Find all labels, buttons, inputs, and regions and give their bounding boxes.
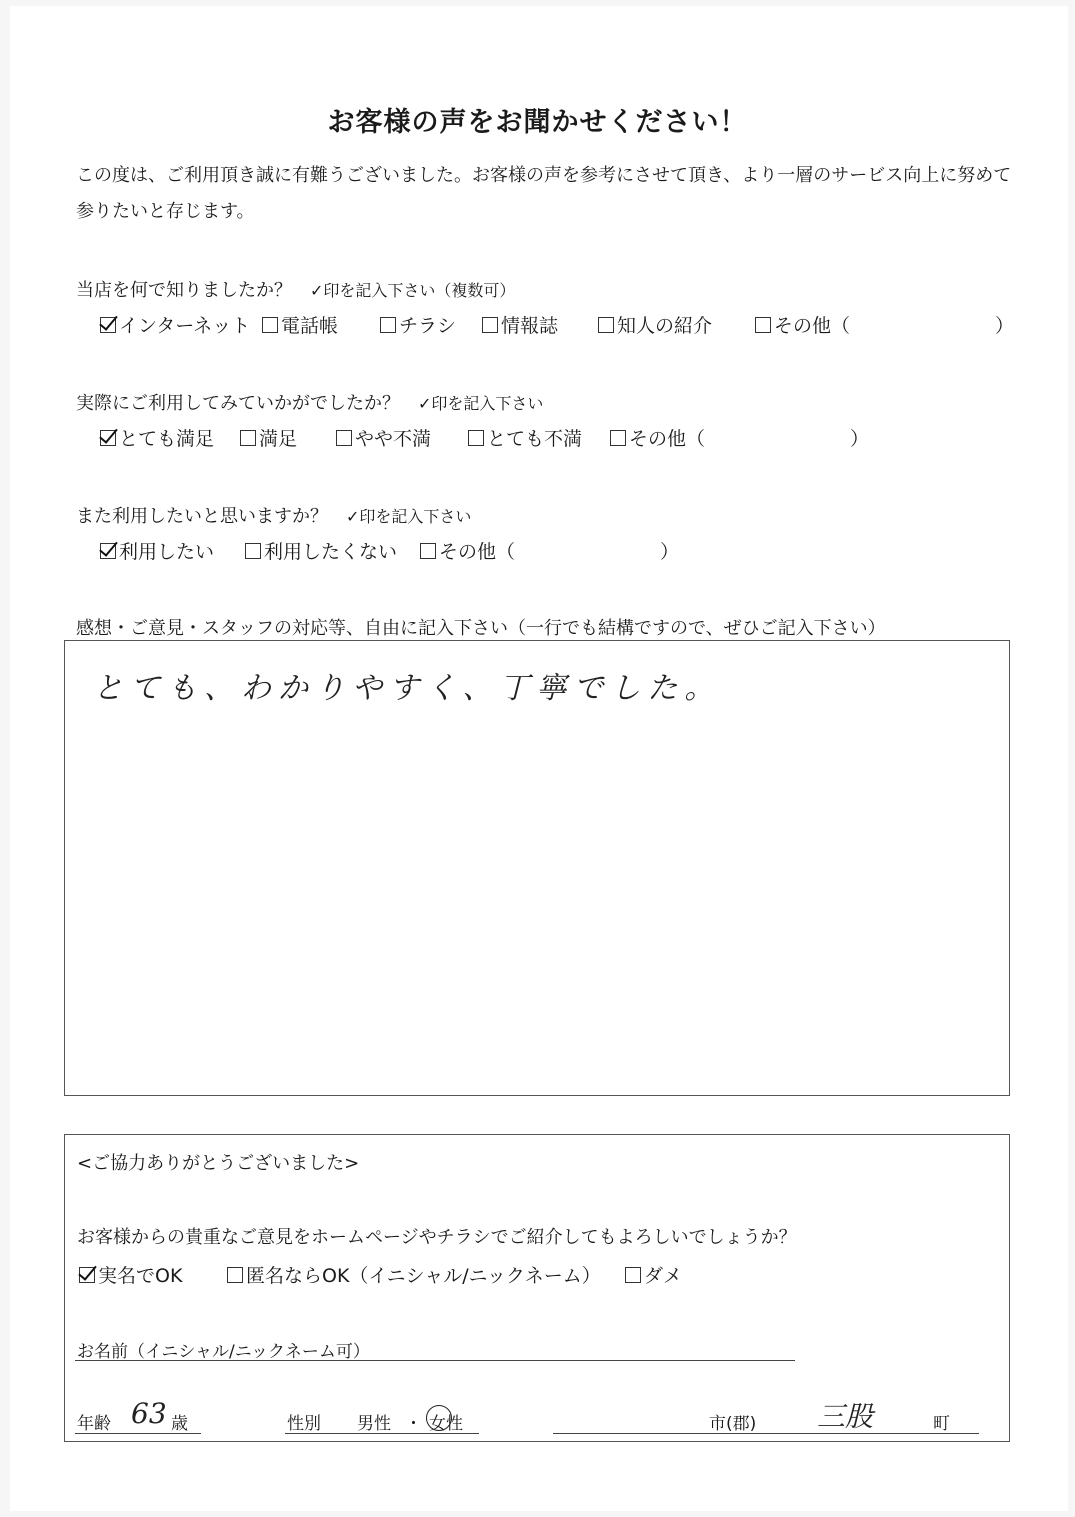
comments-field[interactable]: [64, 640, 1010, 1096]
close-paren: ）: [995, 315, 1015, 337]
comments-label: 感想・ご意見・スタッフの対応等、自由に記入下さい（一行でも結構ですので、ぜひご記入下さい）: [76, 618, 886, 639]
checkbox-checked-icon[interactable]: [79, 1267, 95, 1283]
checkbox-icon[interactable]: [482, 317, 498, 333]
gender-label: 性別: [287, 1414, 321, 1434]
checkbox-icon[interactable]: [336, 430, 352, 446]
checkbox-icon[interactable]: [598, 317, 614, 333]
option-will-not-use[interactable]: 利用したくない: [245, 537, 397, 564]
checkbox-icon[interactable]: [240, 430, 256, 446]
option-internet[interactable]: インターネット: [100, 311, 250, 338]
age-value: 63: [131, 1397, 167, 1430]
gender-female[interactable]: [429, 1409, 463, 1434]
age-line[interactable]: [75, 1433, 201, 1434]
comments-handwritten-text: とても、わかりやすく、丁寧でした。: [93, 671, 722, 706]
gender-separator: ・: [405, 1414, 422, 1434]
thanks-text: <ご協力ありがとうございました>: [77, 1153, 360, 1174]
close-paren: ）: [850, 428, 870, 450]
option-other[interactable]: その他（: [755, 311, 850, 338]
checkbox-icon[interactable]: [625, 1267, 641, 1283]
checkbox-icon[interactable]: [610, 430, 626, 446]
question-note: ✓印を記入下さい（複数可）: [310, 281, 516, 300]
gender-male[interactable]: 男性: [357, 1414, 391, 1434]
name-label: お名前（イニシャル/ニックネーム可）: [77, 1342, 370, 1362]
question-note: ✓印を記入下さい: [346, 507, 472, 526]
option-other[interactable]: その他（: [610, 424, 705, 451]
address-line[interactable]: [553, 1433, 979, 1434]
close-paren: ）: [660, 541, 680, 563]
option-referral[interactable]: 知人の紹介: [598, 311, 712, 338]
option-satisfied[interactable]: 満足: [240, 424, 297, 451]
question-label: 当店を何で知りましたか？: [76, 280, 292, 301]
intro-text: この度は、ご利用頂き誠に有難うございました。お客様の声を参考にさせて頂き、より一層のサービス向上に努めて参りたいと存じます。: [76, 165, 1012, 222]
consent-question: お客様からの貴重なご意見をホームページやチラシでご紹介してもよろしいでしょうか？: [77, 1227, 797, 1248]
option-will-use[interactable]: 利用したい: [100, 537, 214, 564]
checkbox-icon[interactable]: [262, 317, 278, 333]
gender-line: [285, 1433, 479, 1434]
checkbox-checked-icon[interactable]: [100, 430, 116, 446]
city-label: 市(郡): [709, 1414, 757, 1434]
consent-option-no[interactable]: ダメ: [625, 1261, 682, 1288]
consent-option-real-name[interactable]: 実名でOK: [79, 1261, 182, 1288]
question-note: ✓印を記入下さい: [418, 394, 544, 413]
checkbox-icon[interactable]: [380, 317, 396, 333]
checkbox-icon[interactable]: [245, 543, 261, 559]
option-magazine[interactable]: 情報誌: [482, 311, 558, 338]
checkbox-icon[interactable]: [227, 1267, 243, 1283]
option-somewhat-dissatisfied[interactable]: やや不満: [336, 424, 431, 451]
checkbox-checked-icon[interactable]: [100, 543, 116, 559]
question-label: 実際にご利用してみていかがでしたか？: [76, 393, 400, 414]
checkbox-icon[interactable]: [420, 543, 436, 559]
consent-option-anonymous[interactable]: 匿名ならOK（イニシャル/ニックネーム）: [227, 1261, 601, 1288]
checkbox-icon[interactable]: [755, 317, 771, 333]
option-flyer[interactable]: チラシ: [380, 311, 456, 338]
question-how-found: [76, 276, 515, 302]
consent-section: [64, 1134, 1010, 1442]
checkbox-icon[interactable]: [468, 430, 484, 446]
checkbox-checked-icon[interactable]: [100, 317, 116, 333]
question-return: [76, 502, 471, 528]
question-satisfaction: [76, 389, 543, 415]
age-unit: 歳: [171, 1414, 188, 1434]
town-label: 町: [933, 1414, 950, 1434]
town-value: 三股: [817, 1400, 874, 1433]
selected-circle-icon: 女性: [429, 1409, 463, 1434]
name-line[interactable]: [75, 1360, 795, 1361]
age-label: 年齢: [77, 1414, 111, 1434]
option-phonebook[interactable]: 電話帳: [262, 311, 338, 338]
option-very-satisfied[interactable]: とても満足: [100, 424, 214, 451]
option-very-dissatisfied[interactable]: とても不満: [468, 424, 582, 451]
page-title: お客様の声をお聞かせください！: [327, 107, 748, 138]
option-other[interactable]: その他（: [420, 537, 515, 564]
question-label: また利用したいと思いますか？: [76, 506, 328, 527]
